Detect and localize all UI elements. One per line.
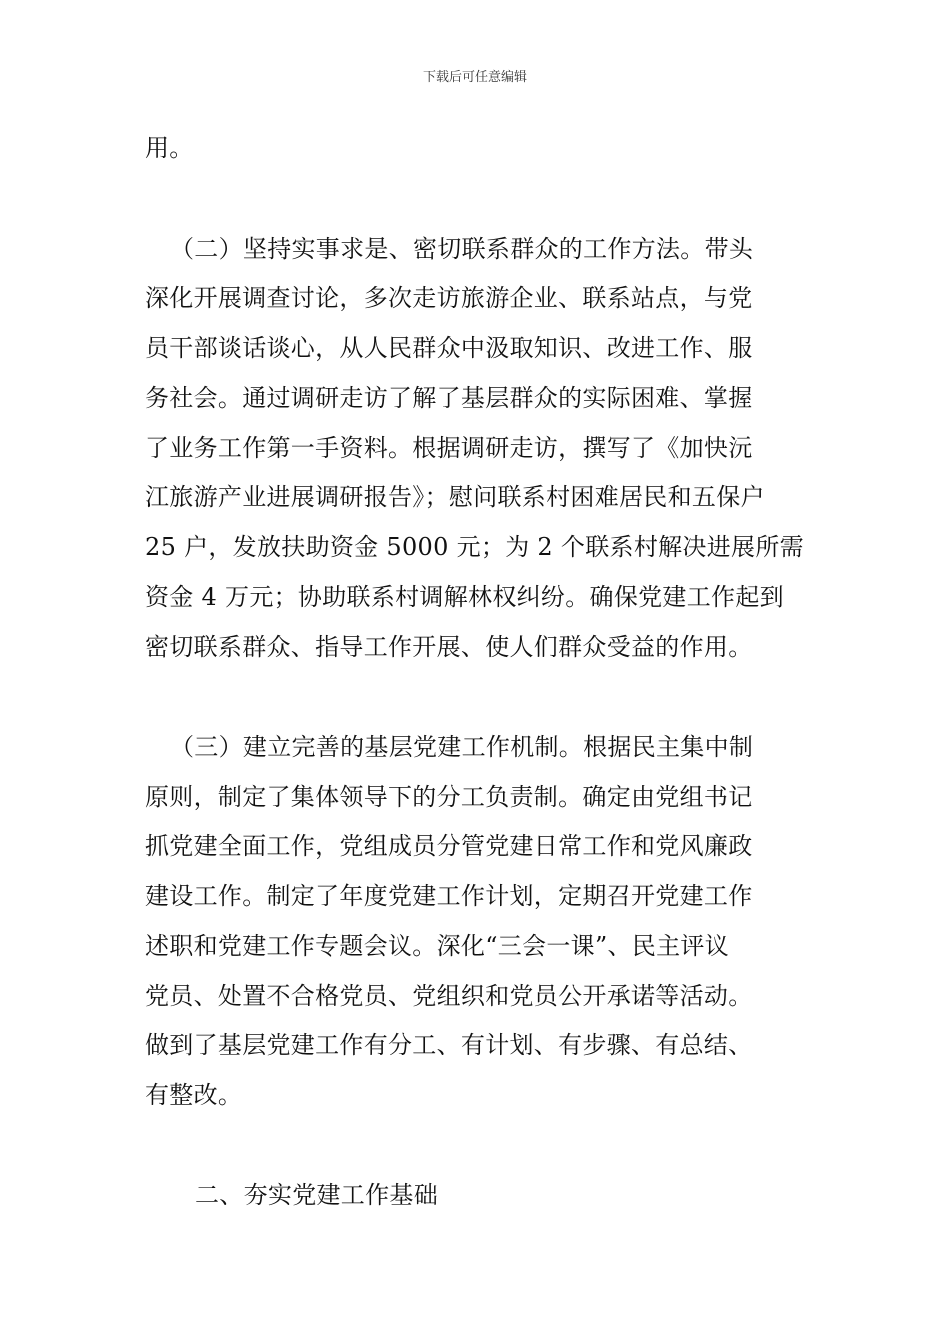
text-line: 员干部谈话谈心，从人民群众中汲取知识、改进工作、服 [145, 334, 753, 362]
text-line: 做到了基层党建工作有分工、有计划、有步骤、有总结、 [145, 1031, 753, 1059]
text-line: 党员、处置不合格党员、党组织和党员公开承诺等活动。 [145, 982, 753, 1010]
paragraph-first-line: （三）建立完善的基层党建工作机制。根据民主集中制 [170, 733, 754, 761]
text-line: 用。 [145, 134, 194, 162]
section-heading: 二、夯实党建工作基础 [195, 1181, 438, 1209]
text-line: 了业务工作第一手资料。根据调研走访，撰写了《加快沅 [145, 434, 753, 462]
text-line: 25 户，发放扶助资金 5000 元；为 2 个联系村解决进展所需 [145, 533, 804, 561]
text-line: 深化开展调查讨论，多次走访旅游企业、联系站点，与党 [145, 284, 753, 312]
text-line: 述职和党建工作专题会议。深化“三会一课”、民主评议 [145, 932, 730, 960]
text-line: 资金 4 万元；协助联系村调解林权纠纷。确保党建工作起到 [145, 583, 784, 611]
text-line: 建设工作。制定了年度党建工作计划，定期召开党建工作 [145, 882, 753, 910]
page-header: 下载后可任意编辑 [422, 70, 527, 85]
text-line: 密切联系群众、指导工作开展、使人们群众受益的作用。 [145, 633, 753, 661]
text-line: 抓党建全面工作，党组成员分管党建日常工作和党风廉政 [145, 832, 753, 860]
text-line: 原则，制定了集体领导下的分工负责制。确定由党组书记 [145, 783, 753, 811]
text-line: 有整改。 [145, 1081, 243, 1109]
text-line: 务社会。通过调研走访了解了基层群众的实际困难、掌握 [145, 384, 753, 412]
text-line: 江旅游产业进展调研报告》；慰问联系村困难居民和五保户 [145, 483, 765, 511]
paragraph-first-line: （二）坚持实事求是、密切联系群众的工作方法。带头 [170, 235, 754, 263]
